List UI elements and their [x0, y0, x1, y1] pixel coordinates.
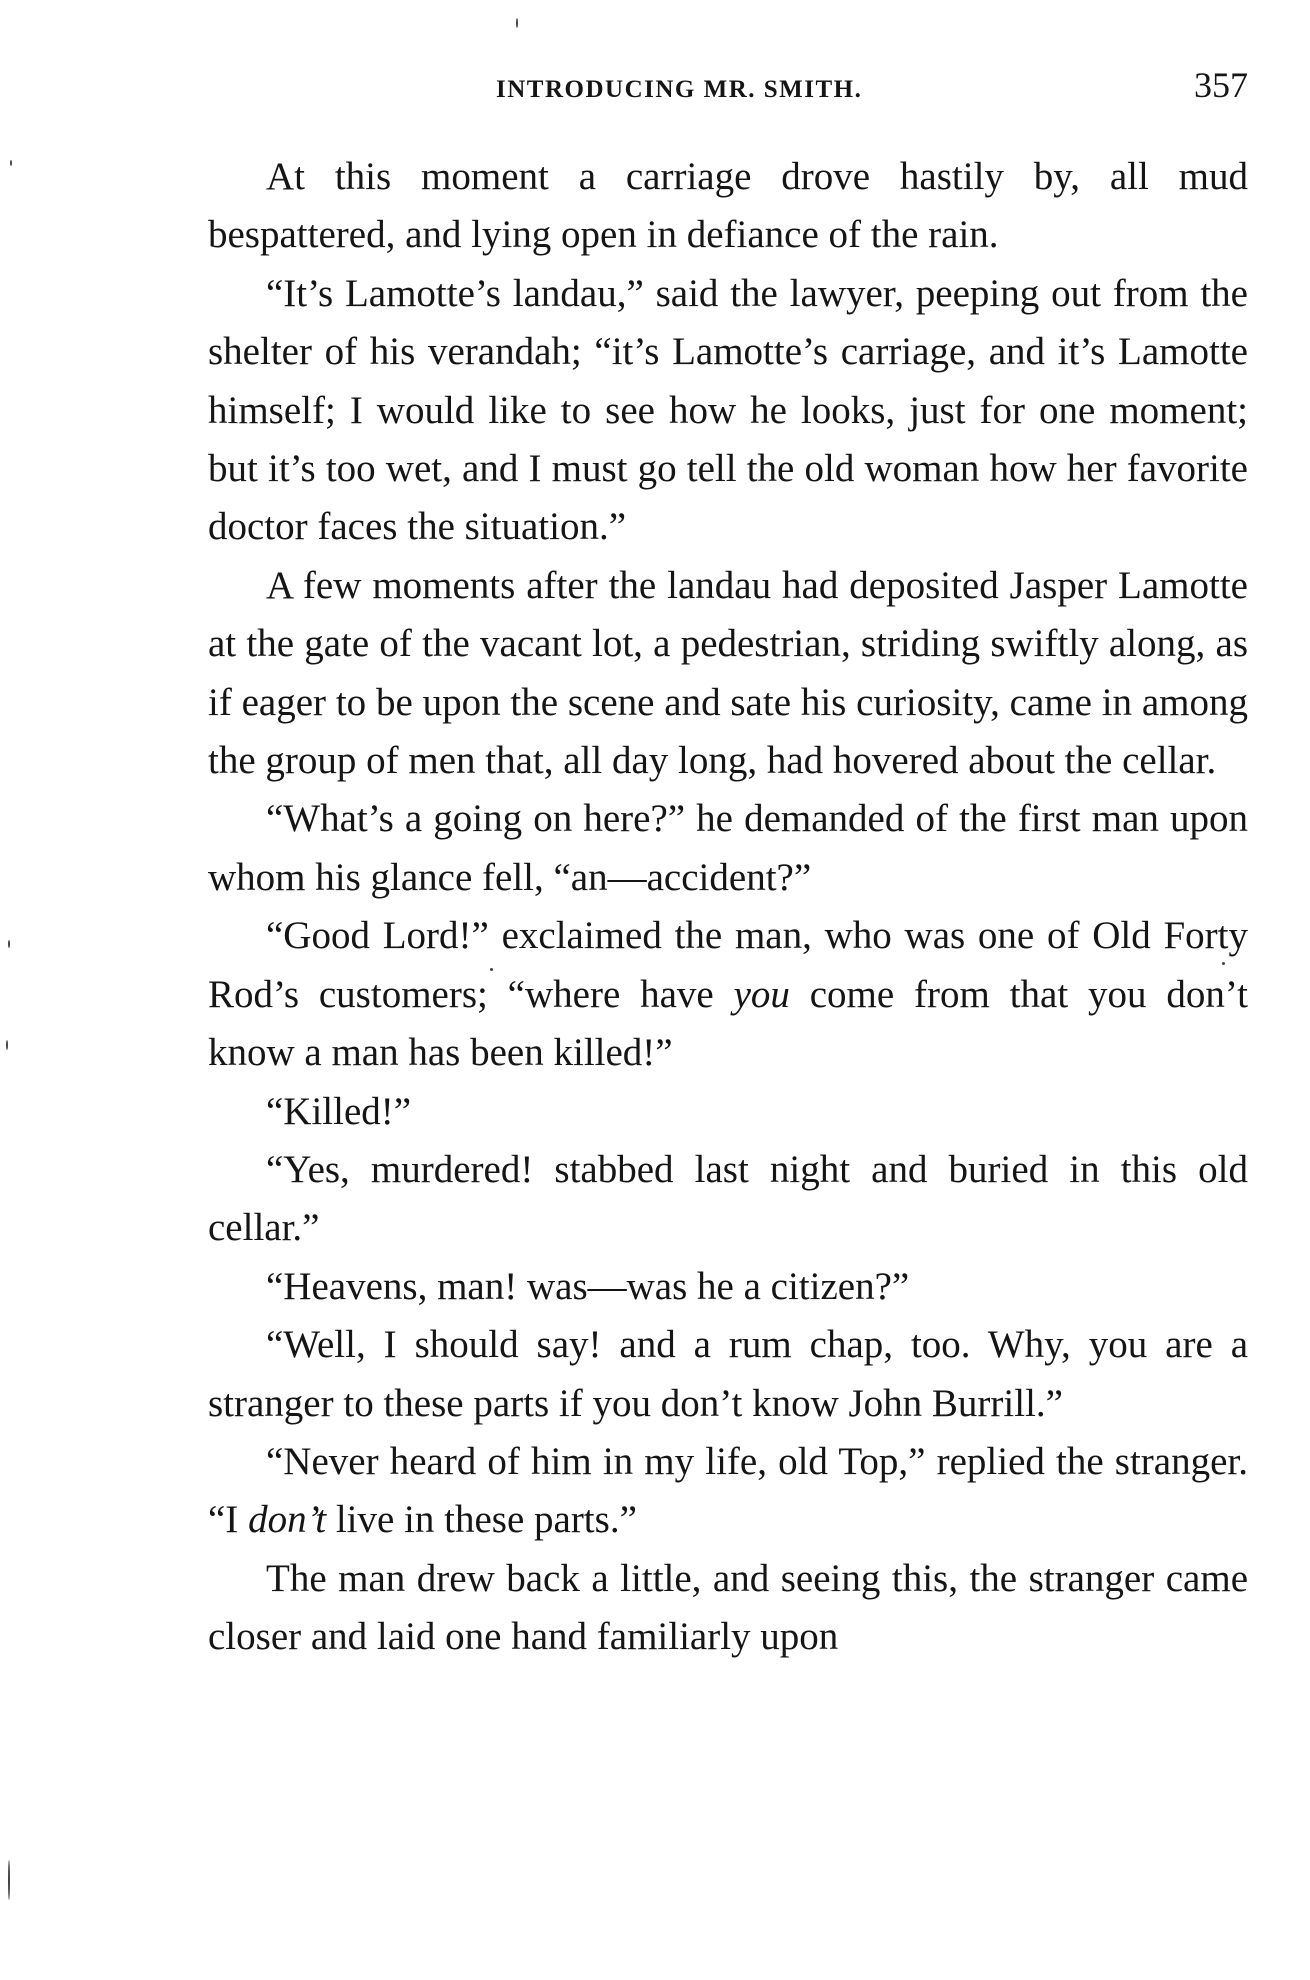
paragraph-text: live in these parts.” — [326, 1498, 637, 1542]
paragraph-text: “Good Lord!” exclaimed the man, who was one of Old Forty Rod’s customers; “where have — [208, 914, 1248, 1016]
paragraph: “Killed!” — [266, 1089, 412, 1133]
scan-speck — [8, 1860, 10, 1900]
scan-speck — [6, 1040, 8, 1050]
paragraph — [208, 907, 1248, 1082]
paragraph: A few moments after the landau had deposited Jasper Lamotte at the gate of the vacant lot, a pedestrian, striding swiftly along, as if eager to be upon the scene and sate his curiosity, came in among the group of men that, all day long, had hovered about the cellar. — [208, 563, 1248, 783]
paragraph: At this moment a carriage drove hastily by, all mud bespattered, and lying open in defiance of the rain. — [208, 155, 1248, 257]
emphasized-word: you — [733, 972, 790, 1016]
paragraph — [208, 1433, 1248, 1550]
emphasized-word: don’t — [248, 1498, 327, 1542]
paragraph-text: “Never heard of him in my life, old Top,” replied the stranger. “I — [208, 1439, 1248, 1542]
paragraph: “It’s Lamotte’s landau,” said the lawyer, peeping out from the shelter of his verandah; “it’s Lamotte’s carriage, and it’s Lamotte himself; I would like to see how he looks, just for one moment; but it’s too wet, and I must go tell the old woman how her favorite doctor faces the situation.” — [208, 271, 1248, 549]
scan-speck — [1222, 962, 1225, 965]
scan-speck — [8, 940, 10, 948]
body-text — [208, 148, 1248, 1667]
paragraph: “Yes, murdered! stabbed last night and buried in this old cellar.” — [208, 1147, 1248, 1250]
scan-speck — [516, 18, 518, 28]
scan-speck — [490, 968, 493, 971]
paragraph: “Heavens, man! was—was he a citizen?” — [266, 1264, 910, 1308]
paragraph: The man drew back a little, and seeing this, the stranger came closer and laid one hand familiarly upon — [208, 1556, 1248, 1659]
paragraph: “What’s a going on here?” he demanded of the first man upon whom his glance fell, “an—accident?” — [208, 797, 1248, 899]
running-head: INTRODUCING MR. SMITH. — [496, 76, 863, 103]
scan-speck — [10, 160, 12, 166]
page-header — [208, 62, 1248, 112]
page-number: 357 — [1194, 65, 1248, 105]
paragraph-text: come from that you don’t know a man has been killed!” — [208, 972, 1248, 1075]
paragraph: “Well, I should say! and a rum chap, too. Why, you are a stranger to these parts if you don’t know John Burrill.” — [208, 1323, 1248, 1425]
